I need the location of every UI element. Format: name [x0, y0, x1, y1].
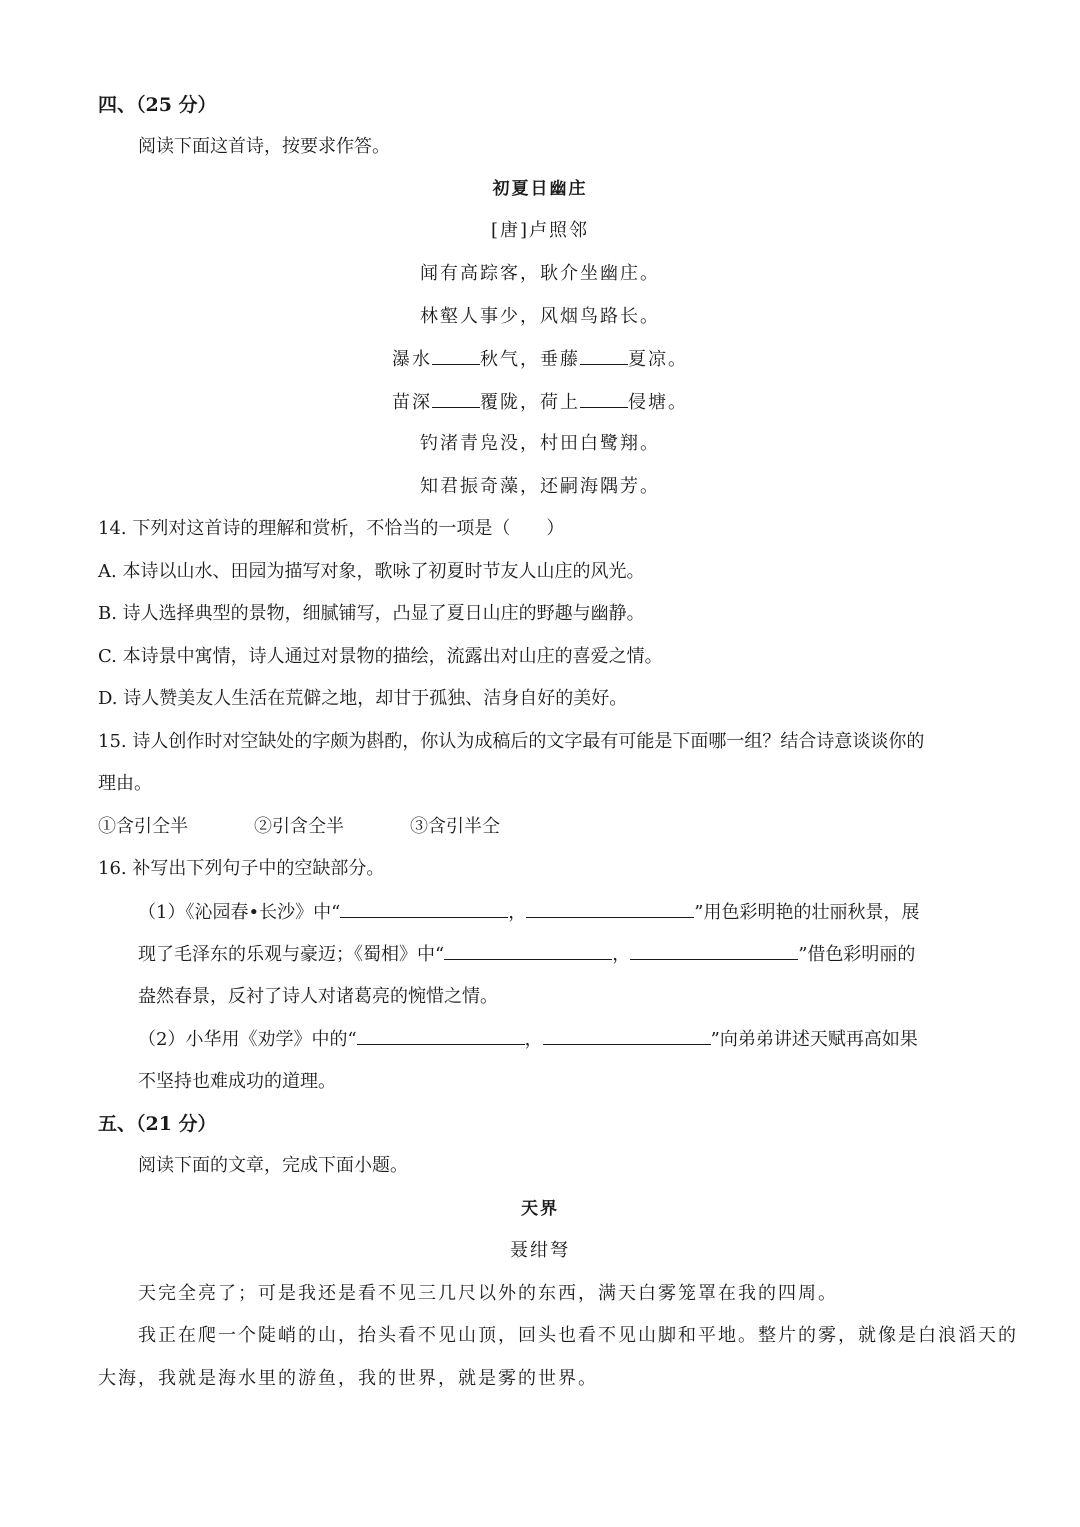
question-15-stem-line-2: 理由。: [98, 773, 152, 794]
poem-line-4-part-c: 侵塘。: [628, 392, 688, 413]
question-16-part-2-line-1: [138, 1026, 918, 1053]
question-16-part-1-line-3: 盎然春景，反衬了诗人对诸葛亮的惋惜之情。: [138, 986, 498, 1007]
poem-author: [唐]卢照邻: [490, 220, 590, 241]
question-14-stem: 14. 下列对这首诗的理解和赏析，不恰当的一项是（ ）: [98, 518, 565, 539]
q16-text: ，: [612, 944, 631, 965]
q16-text: ，: [524, 1029, 543, 1050]
answer-blank[interactable]: [357, 1026, 525, 1045]
question-14-option-d: D. 诗人赞美友人生活在荒僻之地，却甘于孤独、洁身自好的美好。: [98, 688, 628, 709]
poem-line-3-part-b: 秋气，垂藤: [480, 349, 580, 370]
poem-blank: [580, 346, 628, 365]
poem-blank: [580, 389, 628, 408]
q16-text: ”用色彩明艳的壮丽秋景，展: [694, 902, 920, 923]
q16-text: （1）《沁园春•长沙》中“: [138, 902, 341, 923]
poem-line-2: 林壑人事少，风烟鸟路长。: [420, 306, 660, 327]
answer-blank[interactable]: [543, 1026, 711, 1045]
poem-line-3-part-a: 瀑水: [392, 349, 432, 370]
question-16-stem: 16. 补写出下列句子中的空缺部分。: [98, 858, 385, 879]
poem-line-3: [0, 346, 1080, 373]
section-4-heading: 四、（25 分）: [98, 94, 217, 116]
section-4-instruction: 阅读下面这首诗，按要求作答。: [138, 136, 390, 157]
q16-text: （2）小华用《劝学》中的“: [138, 1029, 357, 1050]
question-15-choices: [98, 814, 500, 840]
article-author: 聂绀弩: [510, 1240, 570, 1261]
poem-line-1: 闻有高踪客，耿介坐幽庄。: [420, 263, 660, 284]
question-16-part-1-line-1: [138, 899, 919, 926]
answer-blank[interactable]: [630, 941, 798, 960]
poem-line-4: [0, 389, 1080, 416]
question-16-part-1-line-2: [138, 941, 915, 968]
answer-blank[interactable]: [444, 941, 612, 960]
poem-line-4-part-a: 苗深: [392, 392, 432, 413]
poem-line-5: 钓渚青凫没，村田白鹭翔。: [420, 433, 660, 454]
q16-text: ，: [508, 902, 527, 923]
answer-blank[interactable]: [526, 899, 694, 918]
article-paragraph-2-line-1: 我正在爬一个陡峭的山，抬头看不见山顶，回头也看不见山脚和平地。整片的雾，就像是白浪滔天的: [138, 1325, 1018, 1346]
article-paragraph-2-line-2: 大海，我就是海水里的游鱼，我的世界，就是雾的世界。: [98, 1368, 598, 1389]
article-paragraph-1: 天完全亮了；可是我还是看不见三几尺以外的东西，满天白雾笼罩在我的四周。: [138, 1283, 838, 1304]
question-15-choice-2: ②引含仝半: [254, 816, 344, 837]
poem-blank: [432, 389, 480, 408]
article-title: 天界: [521, 1199, 559, 1219]
question-15-choice-1: ①含引仝半: [98, 816, 188, 837]
section-5-instruction: 阅读下面的文章，完成下面小题。: [138, 1155, 408, 1176]
poem-line-4-part-b: 覆陇，荷上: [480, 392, 580, 413]
poem-blank: [432, 346, 480, 365]
question-14-option-c: C. 本诗景中寓情，诗人通过对景物的描绘，流露出对山庄的喜爱之情。: [98, 646, 663, 667]
q16-text: ”向弟弟讲述天赋再高如果: [710, 1029, 918, 1050]
question-15-choice-3: ③含引半仝: [410, 816, 500, 837]
poem-line-6: 知君振奇藻，还嗣海隅芳。: [420, 476, 660, 497]
question-16-part-2-line-2: 不坚持也难成功的道理。: [138, 1071, 336, 1092]
q16-text: ”借色彩明丽的: [798, 944, 916, 965]
question-14-option-b: B. 诗人选择典型的景物，细腻铺写，凸显了夏日山庄的野趣与幽静。: [98, 603, 645, 624]
question-14-option-a: A. 本诗以山水、田园为描写对象，歌咏了初夏时节友人山庄的风光。: [98, 561, 645, 582]
answer-blank[interactable]: [340, 899, 508, 918]
section-5-heading: 五、（21 分）: [98, 1113, 217, 1135]
q16-text: 现了毛泽东的乐观与豪迈；《蜀相》中“: [138, 944, 445, 965]
question-15-stem-line-1: 15. 诗人创作时对空缺处的字颇为斟酌，你认为成稿后的文字最有可能是下面哪一组？结合诗意谈谈你的: [98, 731, 925, 752]
poem-line-3-part-c: 夏凉。: [628, 349, 688, 370]
poem-title: 初夏日幽庄: [492, 179, 588, 199]
